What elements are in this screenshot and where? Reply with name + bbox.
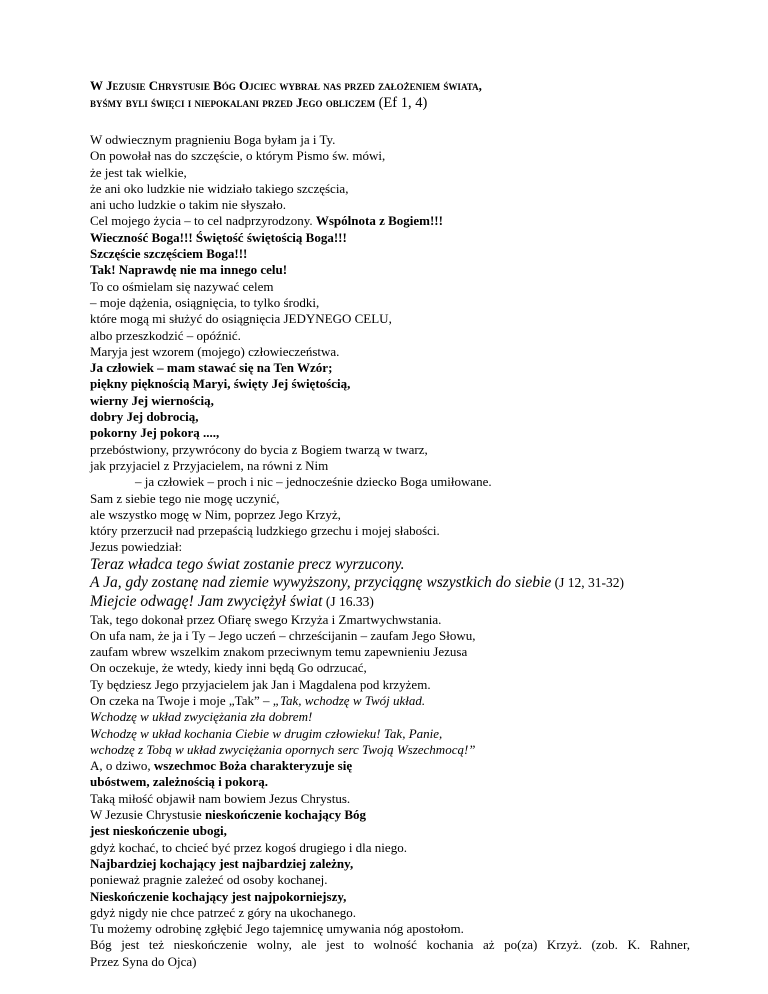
bold-text: Najbardziej kochający jest najbardziej zależny,	[90, 855, 354, 871]
plain-text: które mogą mi służyć do osiągnięcia JEDYNEGO CELU,	[90, 311, 392, 327]
italic-text: Teraz władca tego świat zostanie precz wyrzucony.	[90, 555, 405, 573]
text-line	[90, 921, 690, 937]
text-line	[90, 213, 690, 229]
text-line	[90, 905, 690, 921]
heading-line-2	[90, 94, 690, 112]
plain-text: zaufam wbrew wszelkim znakom przeciwnym temu zapewnieniu Jezusa	[90, 644, 468, 660]
text-line	[90, 628, 690, 644]
text-line	[90, 644, 690, 660]
plain-text: który przerzucił nad przepaścią ludzkiego grzechu i mojej słabości.	[90, 523, 440, 539]
text-line	[90, 393, 690, 409]
text-line	[90, 539, 690, 555]
bold-text: ubóstwem, zależnością i pokorą.	[90, 774, 269, 790]
text-line	[90, 823, 690, 839]
text-line	[90, 344, 690, 360]
text-line	[90, 593, 690, 612]
text-line	[90, 840, 690, 856]
text-line	[90, 197, 690, 213]
bold-text: Tak! Naprawdę nie ma innego celu!	[90, 262, 288, 278]
plain-text: że ani oko ludzkie nie widziało takiego szczęścia,	[90, 180, 349, 196]
italic-text: „Tak, wchodzę w Twój układ.	[272, 692, 426, 708]
text-line	[90, 856, 690, 872]
text-line	[90, 458, 690, 474]
plain-text: Maryja jest wzorem (mojego) człowieczeństwa.	[90, 343, 340, 359]
plain-text: ale wszystko mogę w Nim, poprzez Jego Krzyż,	[90, 506, 341, 522]
text-line	[90, 311, 690, 327]
bold-text: Wieczność Boga!!! Świętość świętością Boga!!!	[90, 229, 347, 245]
text-line	[90, 889, 690, 905]
bold-text: dobry Jej dobrocią,	[90, 409, 199, 425]
text-line	[90, 693, 690, 709]
italic-text: Wchodzę w układ kochania Ciebie w drugim człowieku! Tak, Panie,	[90, 725, 443, 741]
text-line	[90, 491, 690, 507]
scripture-reference: (J 16.33)	[322, 593, 374, 609]
plain-text: Ty będziesz Jego przyjacielem jak Jan i Magdalena pod krzyżem.	[90, 676, 431, 692]
text-line	[90, 507, 690, 523]
plain-text: On czeka na Twoje i moje „Tak” –	[90, 692, 273, 708]
text-line	[90, 523, 690, 539]
plain-text: gdyż nigdy nie chce patrzeć z góry na ukochanego.	[90, 904, 357, 920]
text-line	[90, 807, 690, 823]
text-line	[90, 165, 690, 181]
text-line	[90, 425, 690, 441]
text-line	[90, 742, 690, 758]
plain-text: gdyż kochać, to chcieć być przez kogoś drugiego i dla niego.	[90, 839, 407, 855]
plain-text: ponieważ pragnie zależeć od osoby kochanej.	[90, 872, 328, 888]
bold-text: wszechmoc Boża charakteryzuje się	[153, 758, 353, 774]
text-line	[90, 279, 690, 295]
bold-text: piękny pięknością Maryi, święty Jej świętością,	[90, 376, 351, 392]
document-heading	[90, 77, 690, 112]
text-line	[90, 262, 690, 278]
text-line	[90, 230, 690, 246]
text-line	[90, 954, 690, 970]
bold-text: Nieskończenie kochający jest najpokorniejszy,	[90, 888, 347, 904]
plain-text: On oczekuje, że wtedy, kiedy inni będą Go odrzucać,	[90, 660, 367, 676]
plain-text: – moje dążenia, osiągnięcia, to tylko środki,	[90, 294, 320, 310]
plain-text: Jezus powiedział:	[90, 539, 183, 555]
plain-text: Bóg jest też nieskończenie wolny, ale jest to wolność kochania aż po(za) Krzyż. (zob. K. Rahner,	[90, 937, 690, 953]
heading-reference: (Ef 1, 4)	[378, 95, 428, 111]
plain-text: On powołał nas do szczęście, o którym Pismo św. mówi,	[90, 148, 386, 164]
bold-text: pokorny Jej pokorą ....,	[90, 425, 220, 441]
plain-text: – ja człowiek – proch i nic – jednocześnie dziecko Boga umiłowane.	[135, 474, 492, 490]
plain-text: Tu możemy odrobinę zgłębić Jego tajemnicę umywania nóg apostołom.	[90, 921, 464, 937]
text-line	[90, 574, 690, 593]
text-line	[90, 148, 690, 164]
plain-text: W odwiecznym pragnieniu Boga byłam ja i Ty.	[90, 132, 336, 147]
scripture-reference: (J 12, 31-32)	[551, 575, 624, 591]
plain-text: On ufa nam, że ja i Ty – Jego uczeń – chrześcijanin – zaufam Jego Słowu,	[90, 627, 476, 643]
text-line	[90, 246, 690, 262]
plain-text: A, o dziwo,	[90, 758, 154, 774]
italic-text: Wchodzę w układ zwyciężania zła dobrem!	[90, 709, 313, 725]
text-line	[90, 181, 690, 197]
plain-text: albo przeszkodzić – opóźnić.	[90, 327, 241, 343]
text-line	[90, 660, 690, 676]
plain-text: ani ucho ludzkie o takim nie słyszało.	[90, 197, 287, 213]
heading-line-2-text: byśmy byli święci i niepokalani przed Jego obliczem	[90, 95, 376, 110]
bold-text: nieskończenie kochający Bóg	[204, 807, 366, 823]
text-line	[90, 677, 690, 693]
bold-text: jest nieskończenie ubogi,	[90, 823, 227, 839]
bold-text: Ja człowiek – mam stawać się na Ten Wzór;	[90, 360, 333, 376]
text-line	[90, 774, 690, 790]
text-line	[90, 791, 690, 807]
text-line	[90, 409, 690, 425]
text-line	[90, 442, 690, 458]
bold-text: wierny Jej wiernością,	[90, 392, 214, 408]
heading-line-1: W Jezusie Chrystusie Bóg Ojciec wybrał nas przed założeniem świata,	[90, 78, 482, 93]
text-line	[90, 612, 690, 628]
plain-text: Tak, tego dokonał przez Ofiarę swego Krzyża i Zmartwychwstania.	[90, 611, 442, 627]
plain-text: W Jezusie Chrystusie	[90, 807, 205, 823]
text-line	[90, 295, 690, 311]
text-line	[90, 872, 690, 888]
text-line	[90, 726, 690, 742]
text-line	[90, 328, 690, 344]
plain-text: przebóstwiony, przywrócony do bycia z Bogiem twarzą w twarz,	[90, 441, 428, 457]
plain-text: Cel mojego życia – to cel nadprzyrodzony.	[90, 213, 316, 229]
text-line	[90, 474, 690, 490]
bold-text: Wspólnota z Bogiem!!!	[315, 213, 443, 229]
plain-text: Sam z siebie tego nie mogę uczynić,	[90, 490, 280, 506]
italic-text: wchodzę z Tobą w układ zwyciężania opornych serc Twoją Wszechmocą!”	[90, 741, 476, 757]
bold-text: Szczęście szczęściem Boga!!!	[90, 246, 248, 262]
text-line	[90, 758, 690, 774]
text-line	[90, 360, 690, 376]
text-line	[90, 556, 690, 575]
text-line	[90, 132, 690, 148]
plain-text: Taką miłość objawił nam bowiem Jezus Chrystus.	[90, 790, 351, 806]
text-line	[90, 709, 690, 725]
text-line	[90, 376, 690, 392]
plain-text: jak przyjaciel z Przyjacielem, na równi z Nim	[90, 457, 329, 473]
italic-text: Miejcie odwagę! Jam zwyciężył świat	[90, 592, 323, 610]
document-body	[90, 132, 690, 970]
plain-text: To co ośmielam się nazywać celem	[90, 278, 274, 294]
plain-text: Przez Syna do Ojca)	[90, 953, 197, 969]
text-line	[90, 937, 690, 953]
italic-text: A Ja, gdy zostanę nad ziemie wywyższony, przyciągnę wszystkich do siebie	[90, 574, 552, 592]
plain-text: że jest tak wielkie,	[90, 164, 187, 180]
